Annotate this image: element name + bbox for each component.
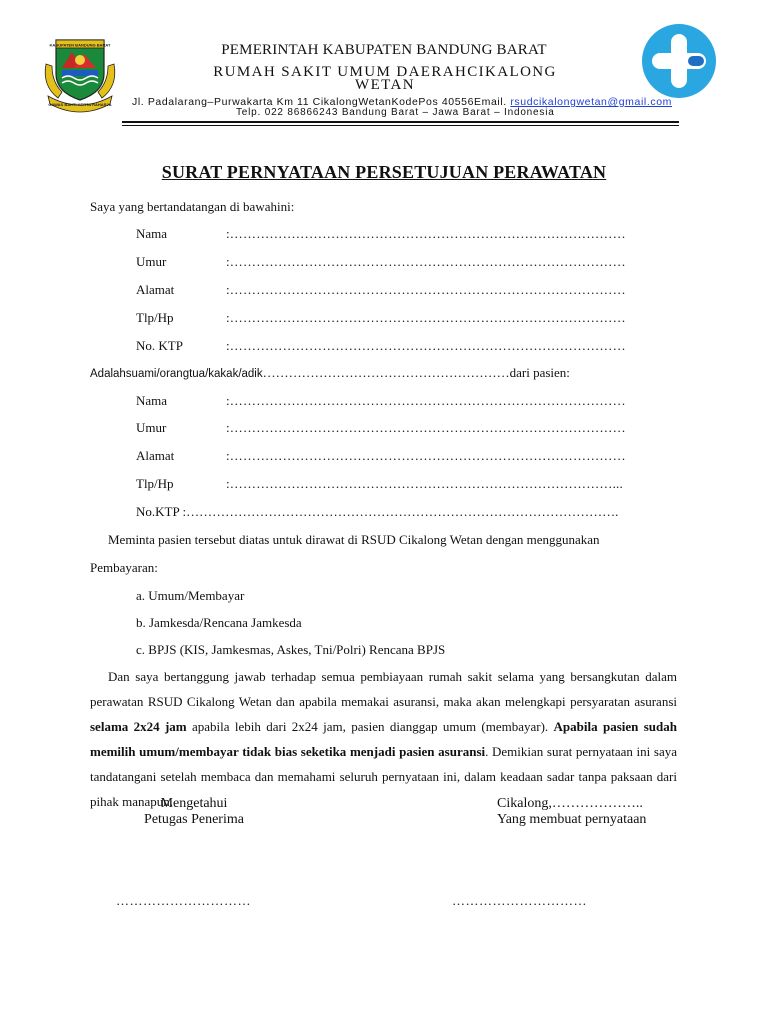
- left-sign-line2: Petugas Penerima: [144, 812, 244, 827]
- fill-line: :………………………………………………………………………………: [226, 338, 626, 353]
- statement-bold2: Apabila pasien sudah memilih umum/membayar tidak bias seketika menjadi pasien asuransi: [90, 719, 677, 759]
- right-sign-line2: Yang membuat pernyataan: [497, 812, 647, 827]
- request-text: Meminta pasien tersebut diatas untuk dirawat di RSUD Cikalong Wetan dengan menggunakan: [108, 532, 600, 547]
- statement-part1: Dan saya bertanggung jawab terhadap semua pembiayaan rumah sakit selama yang bersangkutan dalam perawatan RSUD Cikalong Wetan dan apabila memakai asuransi, maka akan melengkapi persyaratan asuransi: [90, 669, 677, 709]
- field-label: Alamat: [136, 448, 175, 463]
- fill-line: :………………………………………………………………………………: [226, 310, 626, 325]
- fill-line: :……………………………………………………………………………...: [226, 476, 623, 491]
- hospital-name-line1: RUMAH SAKIT UMUM DAERAHCIKALONG: [213, 64, 557, 80]
- left-sign-line1: Mengetahui: [160, 796, 228, 811]
- relation-line: [90, 365, 570, 381]
- fill-line: :………………………………………………………………………………: [226, 393, 626, 408]
- statement-part2: apabila lebih dari 2x24 jam, pasien dianggap umum (membayar).: [186, 719, 554, 734]
- patient-field-ktp: No.KTP :……………………………………………………………………………………….: [136, 504, 619, 519]
- fill-line: :………………………………………………………………………………: [226, 448, 626, 463]
- field-label: Tlp/Hp: [136, 476, 174, 491]
- relation-suffix: dari pasien:: [509, 365, 570, 380]
- left-signature-block: [142, 796, 246, 828]
- right-signature-line: …………………………: [452, 893, 587, 908]
- field-label: Umur: [136, 254, 167, 269]
- relation-label: Adalahsuami/orangtua/kakak/adik: [90, 368, 263, 380]
- svg-text:GAWAS BAKTI KERTA RAHARJA: GAWAS BAKTI KERTA RAHARJA: [48, 102, 112, 107]
- header-divider-thick: [122, 121, 679, 123]
- left-signature-line: …………………………: [116, 893, 251, 908]
- svg-text:KABUPATEN BANDUNG BARAT: KABUPATEN BANDUNG BARAT: [49, 42, 111, 48]
- field-label: Alamat: [136, 282, 175, 297]
- payment-option-bpjs: c. BPJS (KIS, Jamkesmas, Askes, Tni/Polri) Rencana BPJS: [136, 642, 446, 657]
- hospital-phone: Telp. 022 86866243 Bandung Barat – Jawa Barat – Indonesia: [236, 107, 555, 118]
- field-label: Nama: [136, 226, 168, 241]
- statement-paragraph: [90, 664, 677, 814]
- payment-label: Pembayaran:: [90, 560, 158, 575]
- document-title: SURAT PERNYATAAN PERSETUJUAN PERAWATAN: [161, 162, 607, 182]
- statement-part3: . Demikian surat pernyataan ini saya tandatangani setelah membaca dan memahami seluruh pernyataan ini, dalam keadaan sadar tanpa paksaan dari pihak manapun.: [90, 744, 677, 809]
- hospital-name-line2: WETAN: [355, 77, 415, 93]
- relation-dots: …………………………………………………: [262, 365, 510, 380]
- fill-line: :………………………………………………………………………………: [226, 420, 626, 435]
- fill-line: :………………………………………………………………………………: [226, 282, 626, 297]
- email-link[interactable]: rsudcikalongwetan@gmail.com: [510, 96, 672, 108]
- payment-option-jamkesda: b. Jamkesda/Rencana Jamkesda: [136, 615, 302, 630]
- address-text: Jl. Padalarang–Purwakarta Km 11 CikalongWetanKodePos 40556Email.: [132, 96, 511, 108]
- government-name: PEMERINTAH KABUPATEN BANDUNG BARAT: [221, 42, 547, 58]
- fill-line: :………………………………………………………………………………: [226, 226, 626, 241]
- hospital-cross-logo: [640, 22, 718, 100]
- field-label: Tlp/Hp: [136, 310, 174, 325]
- fill-line: :………………………………………………………………………………: [226, 254, 626, 269]
- field-label: Nama: [136, 393, 168, 408]
- payment-option-umum: a. Umum/Membayar: [136, 588, 245, 603]
- header-divider-thin: [122, 125, 679, 126]
- field-label: No. KTP: [136, 338, 183, 353]
- intro-text: Saya yang bertandatangan di bawahini:: [90, 199, 295, 214]
- hospital-name: [170, 66, 600, 92]
- right-signature-block: [497, 796, 646, 828]
- statement-bold1: selama 2x24 jam: [90, 719, 187, 734]
- right-sign-line1: Cikalong,………………..: [497, 796, 643, 811]
- field-label: Umur: [136, 420, 167, 435]
